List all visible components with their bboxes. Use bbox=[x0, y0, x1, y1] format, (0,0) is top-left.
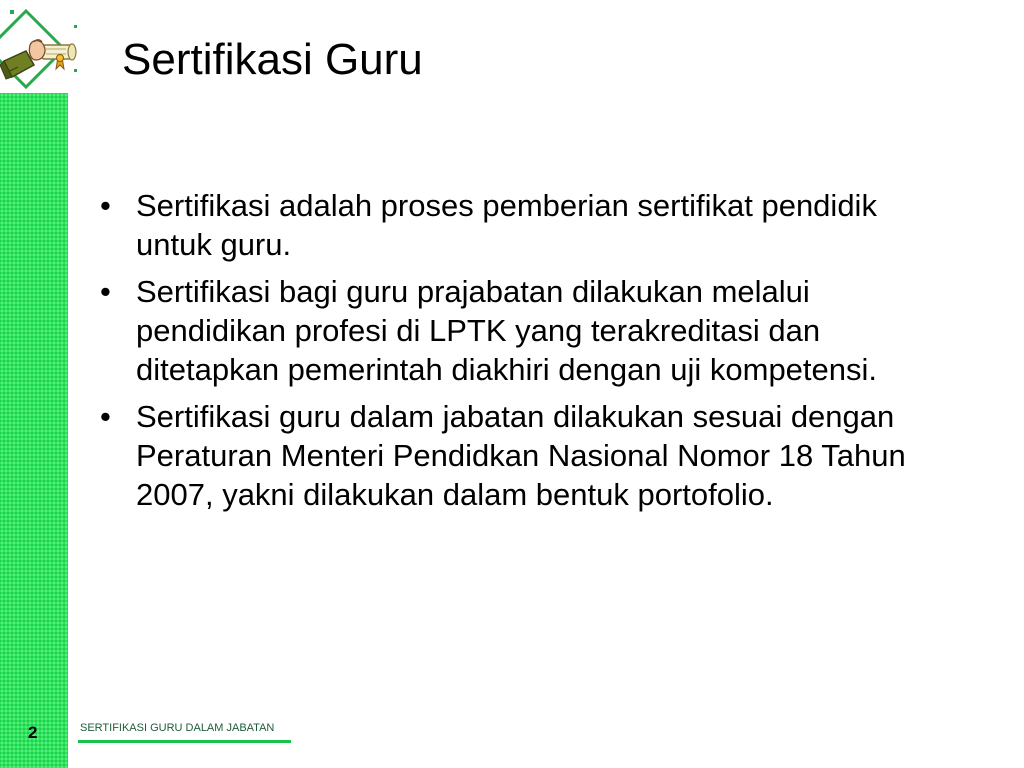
bullet-text: Sertifikasi guru dalam jabatan dilakukan sesuai dengan Peraturan Menteri Pendidkan Nasional Nomor 18 Tahun 2007, yakni dilakukan dalam bentuk portofolio. bbox=[136, 399, 906, 512]
footer-label: SERTIFIKASI GURU DALAM JABATAN bbox=[80, 722, 275, 734]
bullet-list bbox=[100, 186, 940, 522]
bullet-marker: • bbox=[100, 188, 111, 223]
bullet-item bbox=[100, 186, 940, 264]
bullet-item bbox=[100, 272, 940, 389]
footer-divider bbox=[78, 740, 291, 743]
page-number: 2 bbox=[28, 723, 38, 742]
slide-title: Sertifikasi Guru bbox=[122, 35, 423, 84]
bullet-marker: • bbox=[100, 399, 111, 434]
bullet-text: Sertifikasi bagi guru prajabatan dilakukan melalui pendidikan profesi di LPTK yang terakreditasi dan ditetapkan pemerintah diakhiri dengan uji kompetensi. bbox=[136, 274, 878, 387]
diploma-hand-icon bbox=[0, 5, 82, 97]
bullet-item bbox=[100, 397, 940, 514]
bullet-text: Sertifikasi adalah proses pemberian sertifikat pendidik untuk guru. bbox=[136, 188, 877, 262]
bullet-marker: • bbox=[100, 274, 111, 309]
sidebar-stripe bbox=[0, 93, 68, 768]
